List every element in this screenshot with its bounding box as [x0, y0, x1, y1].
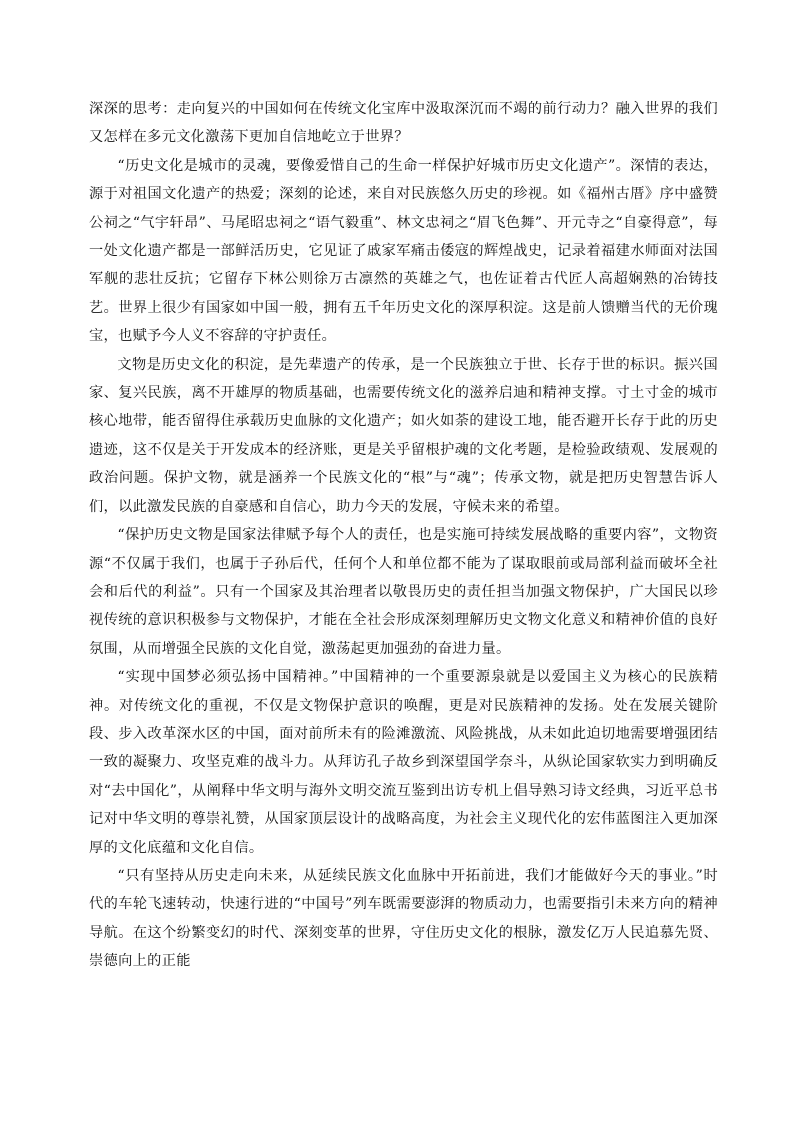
document-body	[89, 95, 718, 976]
paragraph-3: 文物是历史文化的积淀，是先辈遗产的传承，是一个民族独立于世、长存于世的标识。振兴国家、复兴民族，离不开雄厚的物质基础，也需要传统文化的滋养启迪和精神支撑。寸土寸金的城市核心地带，能否留得住承载历史血脉的文化遗产；如火如荼的建设工地，能否避开长存于此的历史遗迹，这不仅是关于开发成本的经济账，更是关乎留根护魂的文化考题，是检验政绩观、发展观的政治问题。保护文物，就是涵养一个民族文化的“根”与“魂”；传承文物，就是把历史智慧告诉人们，以此激发民族的自豪感和自信心，助力今天的发展，守候未来的希望。	[89, 356, 718, 515]
paragraph-2: “历史文化是城市的灵魂，要像爱惜自己的生命一样保护好城市历史文化遗产”。深情的表达，源于对祖国文化遗产的热爱；深刻的论述，来自对民族悠久历史的珍视。如《福州古厝》序中盛赞公祠之“气宇轩昂”、马尾昭忠祠之“语气毅重”、林文忠祠之“眉飞色舞”、开元寺之“自豪得意”，每一处文化遗产都是一部鲜活历史，它见证了戚家军痛击倭寇的辉煌战史，记录着福建水师面对法国军舰的悲壮反抗；它留存下林公则徐万古凛然的英雄之气，也佐证着古代匠人高超娴熟的冶铸技艺。世界上很少有国家如中国一般，拥有五千年历史文化的深厚积淀。这是前人馈赠当代的无价瑰宝，也赋予今人义不容辞的守护责任。	[89, 157, 718, 345]
paragraph-6: “只有坚持从历史走向未来，从延续民族文化血脉中开拓前进，我们才能做好今天的事业。”时代的车轮飞速转动，快速行进的“中国号”列车既需要澎湃的物质动力，也需要指引未来方向的精神导航。在这个纷繁变幻的时代、深刻变革的世界，守住历史文化的根脉，激发亿万人民追慕先贤、崇德向上的正能	[89, 867, 718, 970]
paragraph-1: 深深的思考：走向复兴的中国如何在传统文化宝库中汲取深沉而不竭的前行动力？融入世界的我们又怎样在多元文化激荡下更加自信地屹立于世界？	[89, 101, 718, 146]
paragraph-5: “实现中国梦必须弘扬中国精神。”中国精神的一个重要源泉就是以爱国主义为核心的民族精神。对传统文化的重视，不仅是文物保护意识的唤醒，更是对民族精神的发扬。处在发展关键阶段、步入改革深水区的中国，面对前所未有的险滩激流、风险挑战，从未如此迫切地需要增强团结一致的凝聚力、攻坚克难的战斗力。从拜访孔子故乡到深望国学奈斗，从纵论国家软实力到明确反对“去中国化”，从阐释中华文明与海外文明交流互鉴到出访专机上倡导熟习诗文经典，习近平总书记对中华文明的尊崇礼赞，从国家顶层设计的战略高度，为社会主义现代化的宏伟蓝图注入更加深厚的文化底蕴和文化自信。	[89, 669, 718, 856]
paragraph-4: “保护历史文物是国家法律赋予每个人的责任，也是实施可持续发展战略的重要内容”，文物资源“不仅属于我们，也属于子孙后代，任何个人和单位都不能为了谋取眼前或局部利益而破坏全社会和后代的利益”。只有一个国家及其治理者以敬畏历史的责任担当加强文物保护，广大国民以珍视传统的意识积极参与文物保护，才能在全社会形成深刻理解历史文物文化意义和精神价值的良好氛围，从而增强全民族的文化自觉，激荡起更加强劲的奋进力量。	[89, 527, 718, 657]
